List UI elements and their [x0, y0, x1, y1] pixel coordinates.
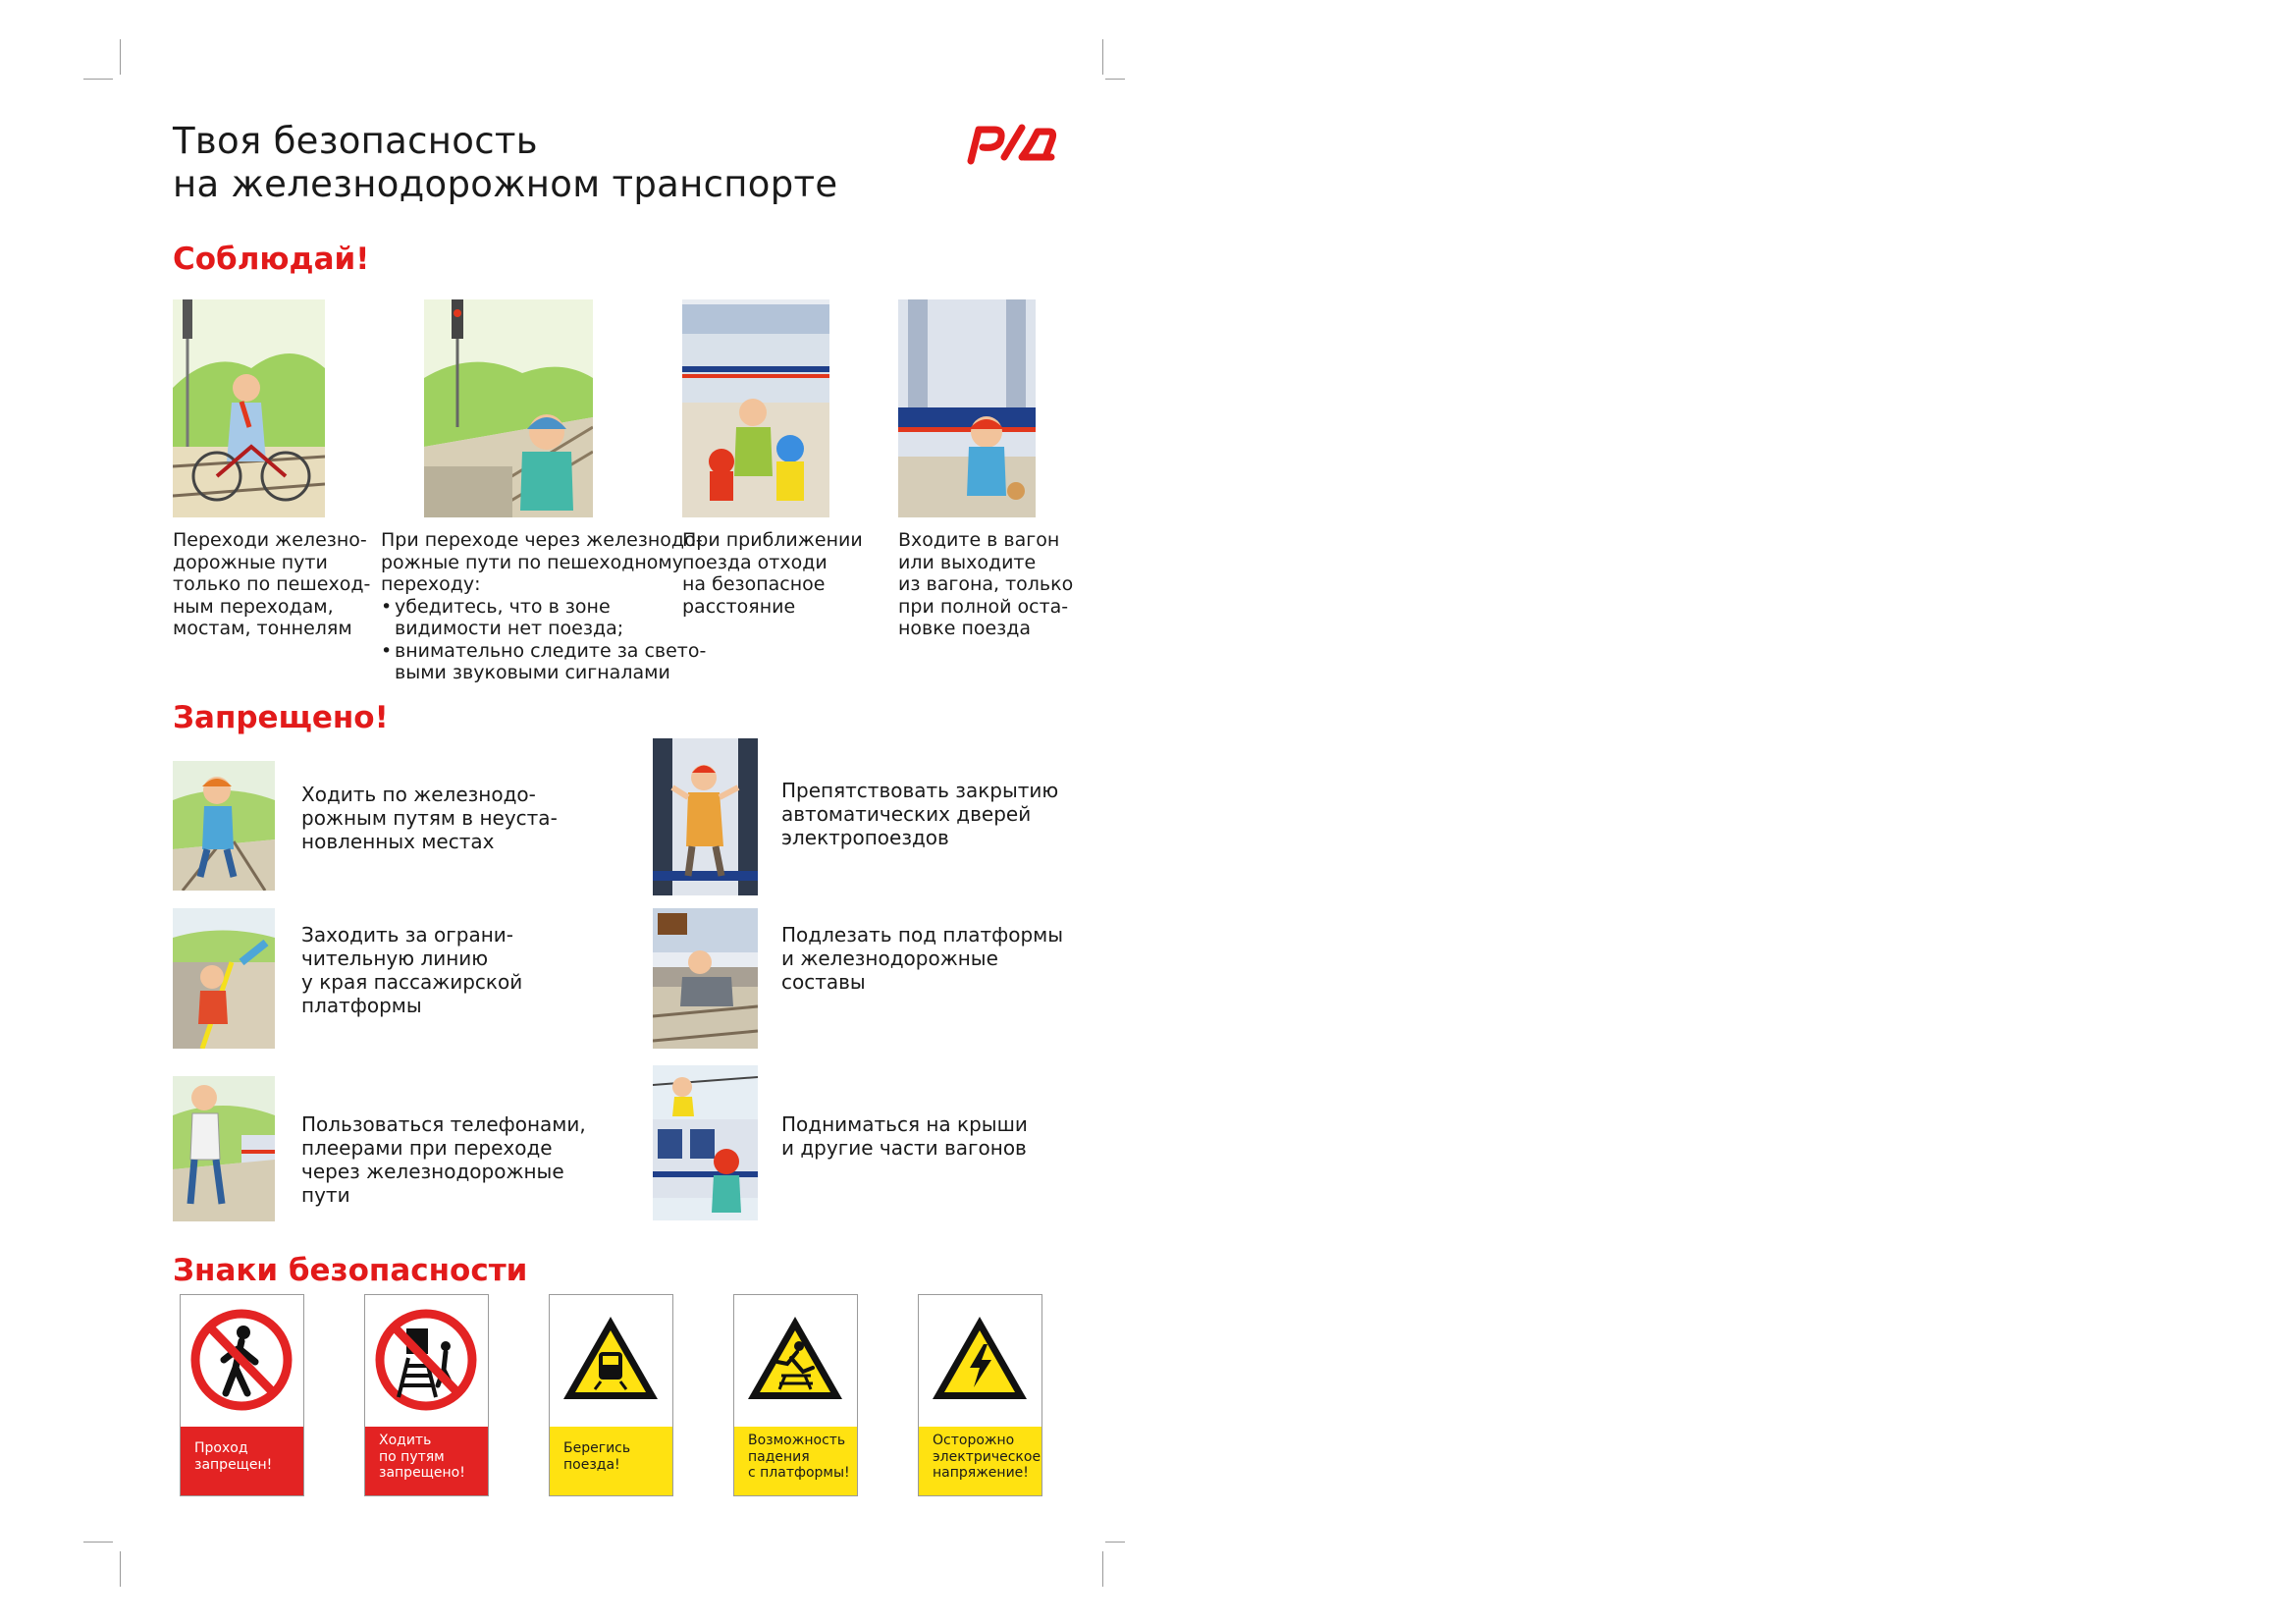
child-at-train-door-icon [898, 299, 1036, 517]
crossing-platform-line-icon [173, 908, 275, 1049]
walking-on-tracks-icon [173, 761, 275, 891]
forbidden-text-3: Заходить за ограни- чительную линию у края пассажирской платформы [301, 923, 523, 1017]
forbidden-text-5: Пользоваться телефонами, плеерами при переходе через железнодорожные пути [301, 1112, 586, 1207]
forbidden-heading: Запрещено! [173, 700, 389, 735]
high-voltage-sign-icon [919, 1295, 1041, 1427]
sign-train-warning [549, 1294, 673, 1496]
bullet-line: • убедитесь, что в зоне [381, 596, 706, 619]
sign-label: Ходить по путям запрещено! [365, 1427, 488, 1495]
forbidden-text-4: Подлезать под платформы и железнодорожные составы [781, 923, 1064, 994]
fall-from-platform-sign-icon [734, 1295, 856, 1427]
sign-no-pedestrian [180, 1294, 304, 1496]
train-warning-sign-icon [550, 1295, 671, 1427]
phone-on-tracks-icon [173, 1076, 275, 1221]
forbidden-text-6: Подниматься на крыши и другие части вагонов [781, 1112, 1028, 1160]
sign-label: Осторожно электрическое напряжение! [919, 1427, 1041, 1495]
observe-caption-4: Входите в вагон или выходите из вагона, только при полной оста- новке поезда [898, 529, 1074, 639]
bullet-line: • внимательно следите за свето- [381, 640, 706, 663]
forbidden-text-2: Препятствовать закрытию автоматических дверей электропоездов [781, 779, 1059, 849]
observe-bullets [381, 596, 706, 684]
child-at-crossing-icon [424, 299, 593, 517]
sign-high-voltage [918, 1294, 1042, 1496]
rzd-logo-icon [965, 118, 1059, 169]
no-walking-on-tracks-sign-icon [365, 1295, 487, 1427]
poster-title [173, 120, 837, 206]
no-pedestrian-sign-icon [181, 1295, 302, 1427]
title-line-1: Твоя безопасность [173, 120, 538, 162]
sign-label: Берегись поезда! [550, 1427, 672, 1495]
sign-label: Проход запрещен! [181, 1427, 303, 1495]
sign-label: Возможность падения с платформы! [734, 1427, 857, 1495]
title-line-2: на железнодорожном транспорте [173, 163, 838, 205]
safety-poster [0, 0, 1139, 1624]
bullet-line: видимости нет поезда; [395, 618, 624, 639]
blocking-train-doors-icon [653, 738, 758, 895]
sign-no-walking-on-tracks [364, 1294, 489, 1496]
climbing-train-roof-icon [653, 1065, 758, 1220]
crawling-under-platform-icon [653, 908, 758, 1049]
sign-fall-from-platform [733, 1294, 858, 1496]
signs-heading: Знаки безопасности [173, 1253, 528, 1288]
forbidden-text-1: Ходить по железнодо- рожным путям в неуста- новленных местах [301, 783, 558, 853]
cyclist-at-crossing-icon [173, 299, 325, 517]
family-on-platform-icon [682, 299, 829, 517]
observe-heading: Соблюдай! [173, 242, 370, 277]
observe-caption-2: При переходе через железнодо- рожные пути по пешеходному переходу: • убедитесь, что в зоне видимости нет поезда; • внимательно следите за свето- выми звуковыми сигналами [381, 529, 706, 684]
observe-caption-1: Переходи железно- дорожные пути только по пешеход- ным переходам, мостам, тоннелям [173, 529, 371, 639]
bullet-line: выми звуковыми сигналами [395, 662, 670, 683]
observe-caption-3: При приближении поезда отходи на безопасное расстояние [682, 529, 863, 618]
